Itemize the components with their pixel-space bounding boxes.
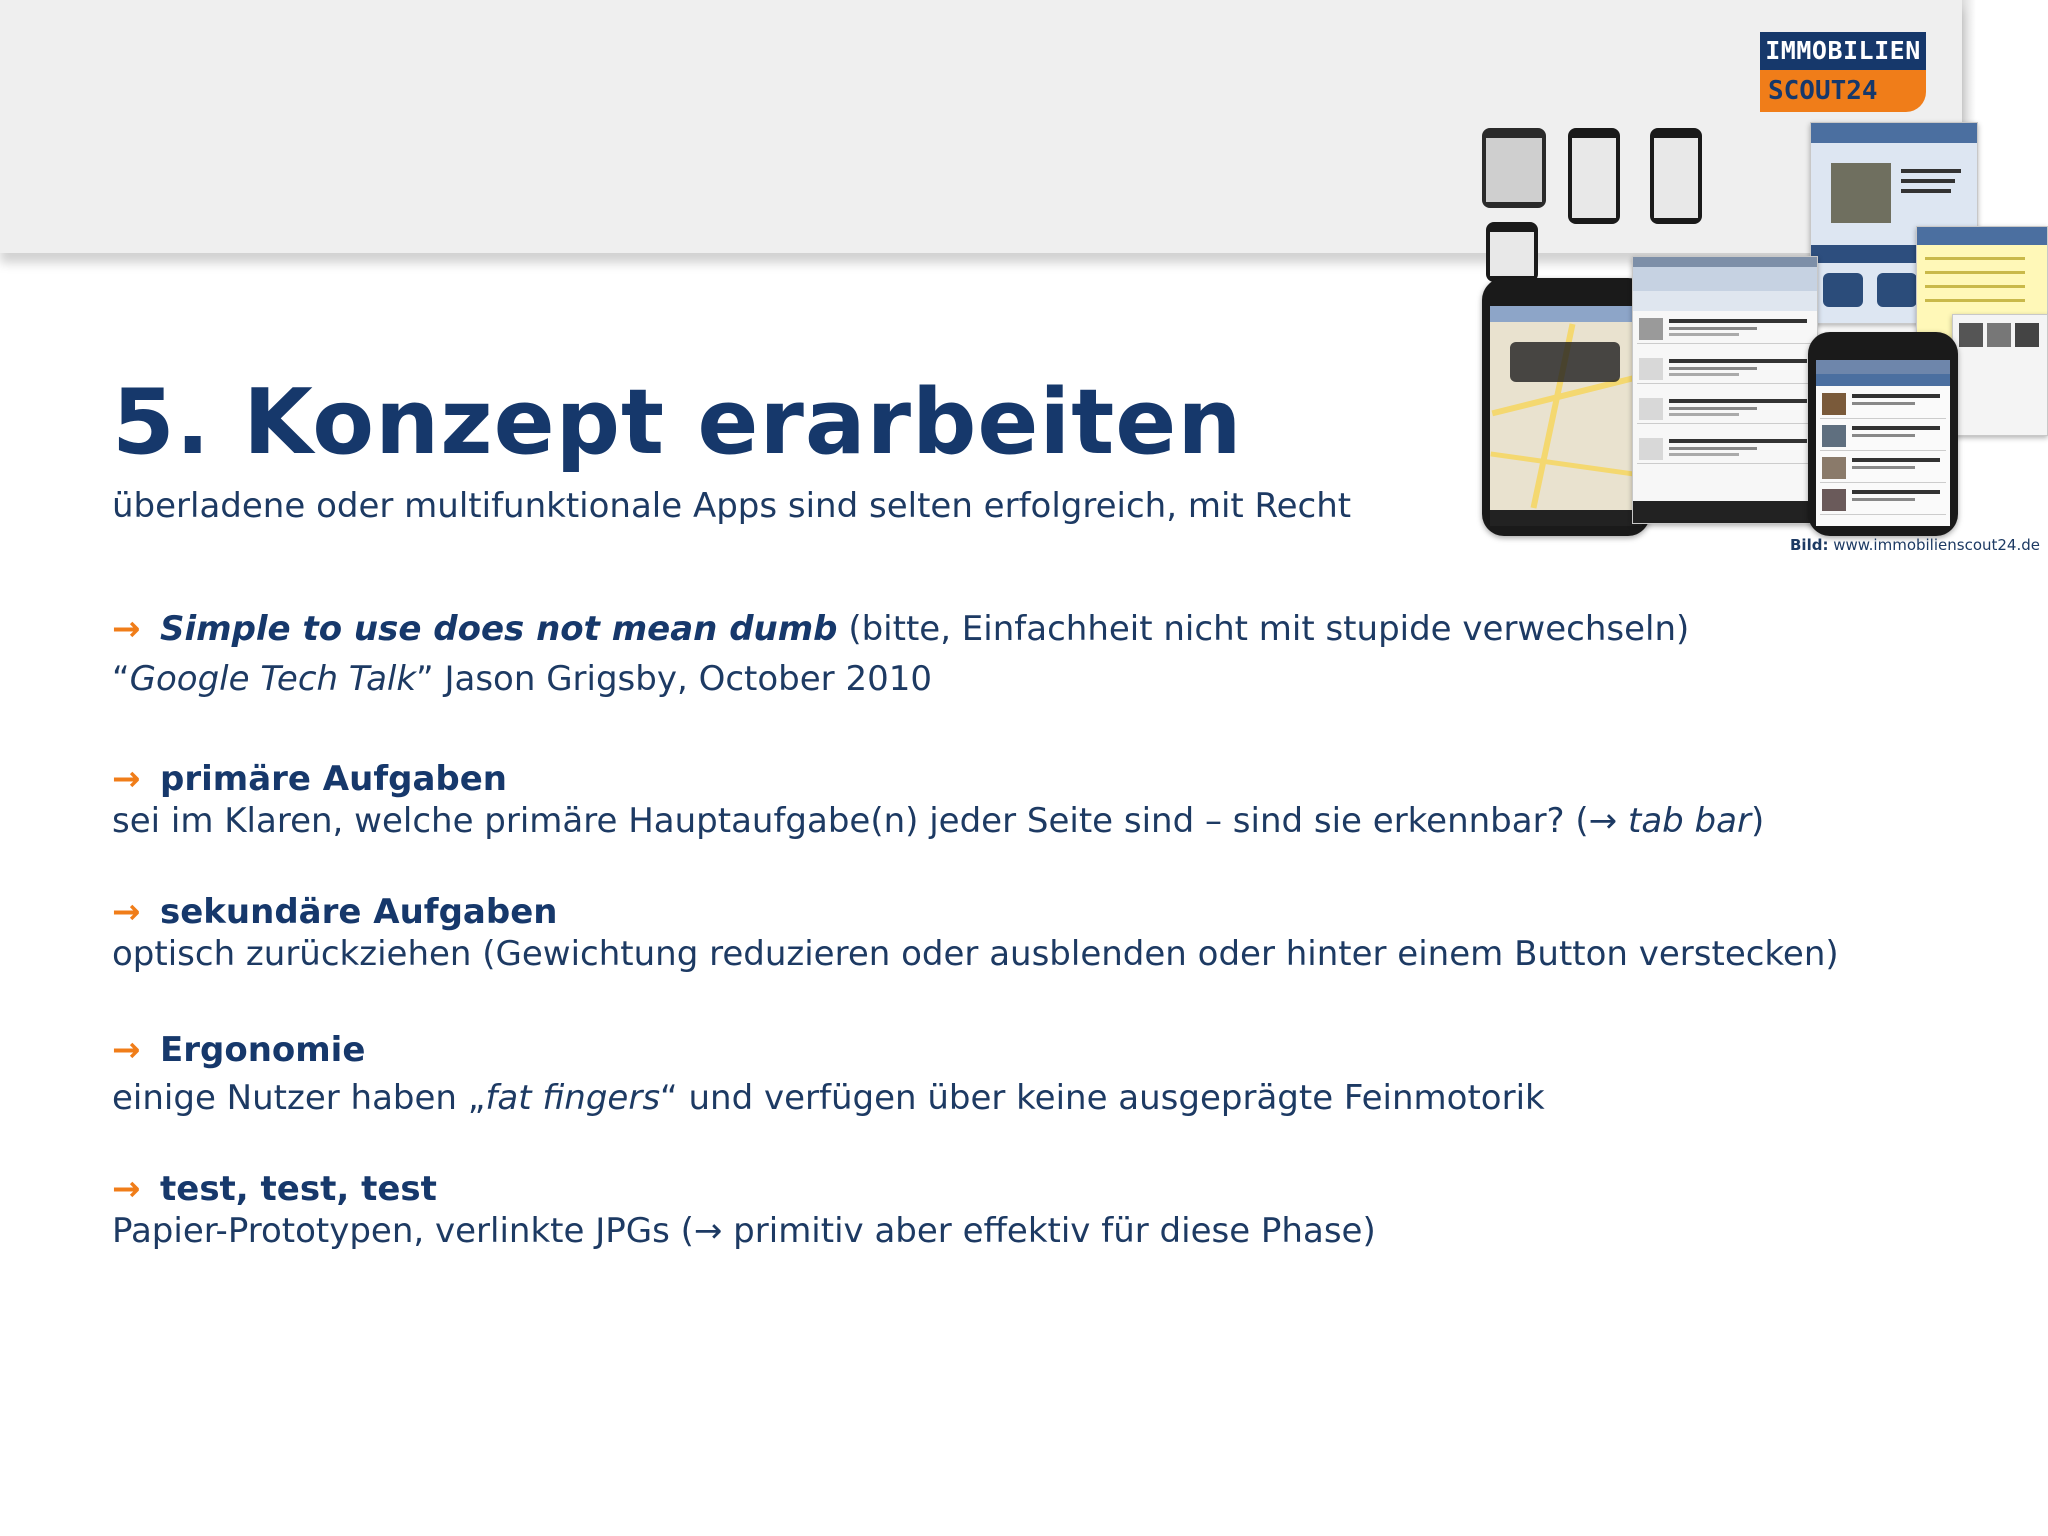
slide-subtitle: überladene oder multifunktionale Apps sind selten erfolgreich, mit Recht [112,486,1352,526]
thumbnail-phone [1568,128,1620,224]
quote-source: Google Tech Talk [129,659,417,699]
list-phone [1808,332,1958,536]
image-credit [1790,536,2040,554]
point-body: Papier-Prototypen, verlinkte JPGs (→ primitiv aber effektiv für diese Phase) [112,1211,1376,1251]
point-heading: test, test, test [160,1169,437,1209]
point-heading: primäre Aufgaben [160,759,507,799]
image-credit-url: www.immobilienscout24.de [1833,536,2040,554]
quote-author: ” Jason Grigsby, October 2010 [416,659,932,699]
point-primaere-aufgaben [112,758,1764,842]
arrow-icon: → [112,1169,141,1209]
point-simple-to-use [112,608,1689,700]
thumbnail-phone [1650,128,1702,224]
point-sekundaere-aufgaben [112,891,1839,975]
point-heading: Simple to use does not mean dumb [160,609,838,649]
point-body: optisch zurückziehen (Gewichtung reduzieren oder ausblenden oder hinter einem Button verstecken) [112,934,1839,974]
logo-line-2: SCOUT24 [1760,70,1926,112]
point-body-post: “ und verfügen über keine ausgeprägte Feinmotorik [660,1078,1545,1118]
thumbnail-photo [1482,128,1546,208]
point-heading: Ergonomie [160,1030,366,1070]
immobilienscout24-logo [1760,32,1926,112]
point-body-italic: fat fingers [485,1078,661,1118]
point-ergonomie [112,1029,1545,1119]
app-screenshot-collage [1476,118,2046,536]
slide-title: 5. Konzept erarbeiten [112,370,1243,475]
logo-line-1: IMMOBILIEN [1760,32,1926,70]
arrow-icon: → [112,759,141,799]
point-heading-suffix: (bitte, Einfachheit nicht mit stupide verwechseln) [837,609,1690,649]
thumbnail-phone [1486,222,1538,282]
arrow-icon: → [112,892,141,932]
arrow-icon: → [112,609,141,649]
point-body-pre: sei im Klaren, welche primäre Hauptaufgabe(n) jeder Seite sind – sind sie erkennbar? (→ [112,801,1628,841]
point-body-italic: tab bar [1627,801,1751,841]
map-phone [1482,278,1650,536]
point-test [112,1168,1376,1252]
point-body-post: ) [1750,801,1765,841]
arrow-icon: → [112,1030,141,1070]
point-body-pre: einige Nutzer haben „ [112,1078,486,1118]
search-results-screen [1632,256,1818,524]
photo-gallery-screen [1952,314,2048,436]
image-credit-label: Bild: [1790,536,1829,554]
quote-open: “ [112,659,130,699]
point-heading: sekundäre Aufgaben [160,892,558,932]
